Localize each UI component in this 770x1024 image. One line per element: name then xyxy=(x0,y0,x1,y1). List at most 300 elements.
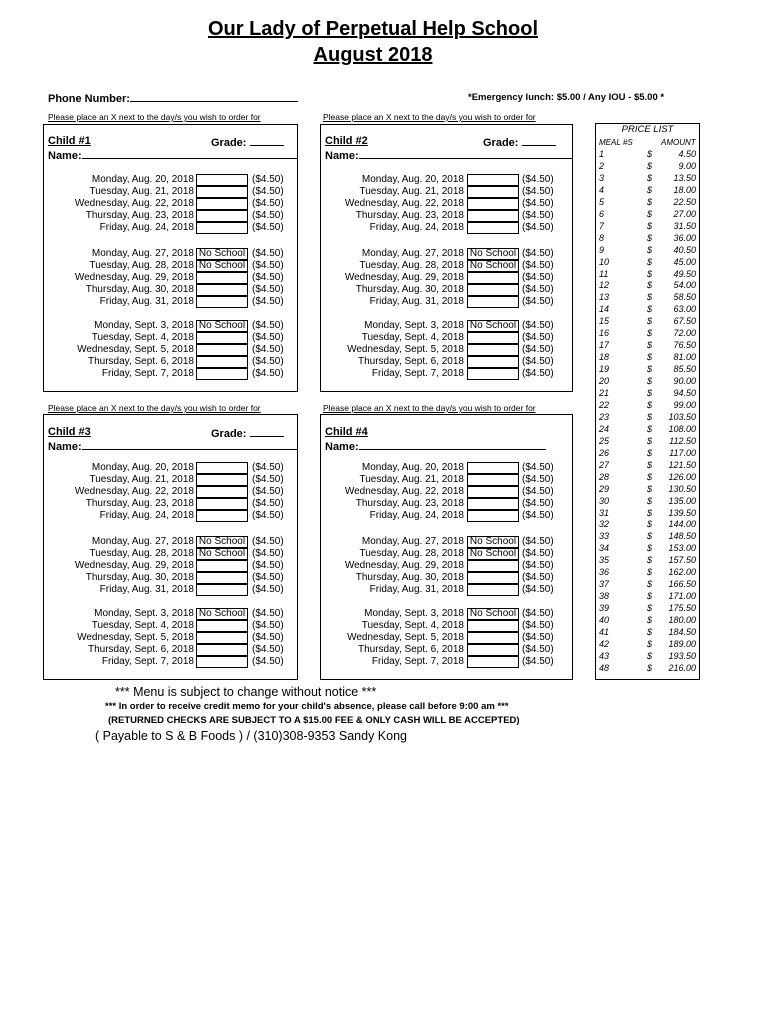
order-checkbox[interactable] xyxy=(196,284,248,296)
order-day-row xyxy=(43,272,292,284)
order-checkbox[interactable] xyxy=(467,296,519,308)
order-day-row xyxy=(320,368,562,380)
day-date: Tuesday, Sept. 4, 2018 xyxy=(91,620,194,631)
currency-symbol: $ xyxy=(647,543,653,554)
order-checkbox[interactable] xyxy=(467,272,519,284)
price-list-row xyxy=(597,566,698,578)
price-list-row xyxy=(597,244,698,256)
order-day-row xyxy=(43,248,292,260)
order-checkbox[interactable]: No School xyxy=(196,248,248,260)
order-checkbox[interactable] xyxy=(196,572,248,584)
price-list-row xyxy=(597,459,698,471)
name-field[interactable] xyxy=(325,439,546,453)
day-date: Monday, Aug. 27, 2018 xyxy=(91,536,194,547)
order-day-row xyxy=(43,656,292,668)
meal-count: 12 xyxy=(599,280,610,291)
meal-count: 30 xyxy=(599,495,610,506)
order-checkbox[interactable] xyxy=(467,356,519,368)
order-day-row xyxy=(43,222,292,234)
grade-line[interactable] xyxy=(522,135,556,146)
order-checkbox[interactable] xyxy=(467,344,519,356)
order-day-row xyxy=(320,656,562,668)
name-line[interactable] xyxy=(82,439,298,450)
price-list-row xyxy=(597,483,698,495)
order-checkbox[interactable] xyxy=(467,620,519,632)
order-checkbox[interactable] xyxy=(467,198,519,210)
price-list-row xyxy=(597,411,698,423)
day-price: ($4.50) xyxy=(522,486,554,497)
meal-count: 31 xyxy=(599,507,610,518)
order-checkbox[interactable] xyxy=(196,368,248,380)
price-list-row xyxy=(597,578,698,590)
meal-amount: 90.00 xyxy=(673,376,696,387)
meal-amount: 126.00 xyxy=(668,471,696,482)
meal-amount: 121.50 xyxy=(668,459,696,470)
name-line[interactable] xyxy=(82,148,298,159)
order-day-row xyxy=(320,356,562,368)
order-day-row xyxy=(43,486,292,498)
day-date: Thursday, Aug. 23, 2018 xyxy=(85,210,194,221)
order-checkbox[interactable] xyxy=(467,486,519,498)
day-date: Monday, Aug. 20, 2018 xyxy=(361,174,464,185)
meal-amount: 63.00 xyxy=(673,304,696,315)
order-checkbox[interactable]: No School xyxy=(467,608,519,620)
price-list-row xyxy=(597,339,698,351)
price-list-row xyxy=(597,303,698,315)
order-checkbox[interactable] xyxy=(467,474,519,486)
day-date: Monday, Sept. 3, 2018 xyxy=(364,608,464,619)
currency-symbol: $ xyxy=(647,423,653,434)
order-day-row xyxy=(43,186,292,198)
order-day-row xyxy=(43,320,292,332)
order-checkbox[interactable] xyxy=(467,210,519,222)
price-list-row xyxy=(597,232,698,244)
currency-symbol: $ xyxy=(647,603,653,614)
currency-symbol: $ xyxy=(647,507,653,518)
order-checkbox[interactable]: No School xyxy=(467,260,519,272)
meal-count: 37 xyxy=(599,579,610,590)
day-price: ($4.50) xyxy=(522,174,554,185)
day-price: ($4.50) xyxy=(522,198,554,209)
name-line[interactable] xyxy=(359,148,573,159)
day-date: Friday, Sept. 7, 2018 xyxy=(101,368,194,379)
currency-symbol: $ xyxy=(647,280,653,291)
order-checkbox[interactable] xyxy=(196,186,248,198)
currency-symbol: $ xyxy=(647,149,653,159)
order-day-row xyxy=(320,174,562,186)
meal-amount: 40.50 xyxy=(673,244,696,255)
currency-symbol: $ xyxy=(647,447,653,458)
order-checkbox[interactable]: No School xyxy=(467,548,519,560)
phone-label: Phone Number: xyxy=(48,93,130,105)
meal-count: 22 xyxy=(599,399,610,410)
order-checkbox[interactable]: No School xyxy=(196,536,248,548)
currency-symbol: $ xyxy=(647,495,653,506)
meal-count: 41 xyxy=(599,627,610,637)
order-checkbox[interactable] xyxy=(467,222,519,234)
day-date: Tuesday, Aug. 28, 2018 xyxy=(359,260,464,271)
order-checkbox[interactable] xyxy=(196,222,248,234)
meal-amount: 184.50 xyxy=(668,627,696,637)
meal-amount: 148.50 xyxy=(668,531,696,542)
order-checkbox[interactable] xyxy=(467,560,519,572)
meal-count: 10 xyxy=(599,256,610,267)
price-list-row xyxy=(597,387,698,399)
order-day-row xyxy=(43,572,292,584)
meal-count: 43 xyxy=(599,650,610,661)
meal-amount: 85.50 xyxy=(673,364,696,375)
currency-symbol: $ xyxy=(647,340,653,351)
price-list-row xyxy=(597,602,698,614)
meal-count: 42 xyxy=(599,638,610,649)
order-checkbox[interactable]: No School xyxy=(467,320,519,332)
day-date: Thursday, Sept. 6, 2018 xyxy=(358,644,464,655)
price-list-row xyxy=(597,184,698,196)
day-price: ($4.50) xyxy=(252,656,284,667)
currency-symbol: $ xyxy=(647,615,653,626)
order-day-row xyxy=(320,474,562,486)
day-date: Tuesday, Aug. 28, 2018 xyxy=(359,548,464,559)
order-checkbox[interactable] xyxy=(196,644,248,656)
order-instruction: Please place an X next to the day/s you wish to order for xyxy=(48,112,261,122)
grade-label: Grade: xyxy=(211,137,247,149)
grade-line[interactable] xyxy=(250,135,284,146)
order-instruction: Please place an X next to the day/s you wish to order for xyxy=(48,403,261,413)
order-checkbox[interactable] xyxy=(196,356,248,368)
meal-amount: 162.00 xyxy=(668,567,696,578)
currency-symbol: $ xyxy=(647,650,653,661)
order-day-row xyxy=(320,186,562,198)
order-checkbox[interactable] xyxy=(196,462,248,474)
order-day-row xyxy=(320,536,562,548)
meal-count: 8 xyxy=(599,232,605,243)
meal-count: 2 xyxy=(599,160,605,171)
order-checkbox[interactable] xyxy=(467,510,519,522)
order-day-row xyxy=(43,368,292,380)
day-price: ($4.50) xyxy=(522,368,554,379)
name-label: Name: xyxy=(48,150,82,162)
grade-field[interactable] xyxy=(211,135,284,149)
meal-amount: 193.50 xyxy=(668,650,696,661)
currency-symbol: $ xyxy=(647,459,653,470)
order-checkbox[interactable] xyxy=(196,210,248,222)
order-checkbox[interactable] xyxy=(196,632,248,644)
child-label: Child #4 xyxy=(325,426,368,438)
order-checkbox[interactable] xyxy=(467,632,519,644)
currency-symbol: $ xyxy=(647,220,653,231)
order-checkbox[interactable]: No School xyxy=(196,548,248,560)
order-checkbox[interactable]: No School xyxy=(467,536,519,548)
order-day-row xyxy=(43,620,292,632)
currency-symbol: $ xyxy=(647,471,653,482)
order-day-row xyxy=(320,248,562,260)
price-list-row xyxy=(597,435,698,447)
day-price: ($4.50) xyxy=(522,510,554,521)
order-checkbox[interactable] xyxy=(467,284,519,296)
order-checkbox[interactable] xyxy=(196,656,248,668)
day-date: Wednesday, Sept. 5, 2018 xyxy=(347,344,464,355)
meal-count: 7 xyxy=(599,220,605,231)
name-field[interactable] xyxy=(325,148,573,162)
order-checkbox[interactable] xyxy=(467,656,519,668)
currency-symbol: $ xyxy=(647,555,653,566)
day-price: ($4.50) xyxy=(252,510,284,521)
meal-amount: 166.50 xyxy=(668,579,696,590)
month-title: August 2018 xyxy=(313,44,433,66)
meal-count: 34 xyxy=(599,543,610,554)
name-field[interactable] xyxy=(48,439,298,453)
order-checkbox[interactable]: No School xyxy=(196,260,248,272)
meal-count: 33 xyxy=(599,531,610,542)
meal-count: 23 xyxy=(599,411,610,422)
day-date: Wednesday, Aug. 29, 2018 xyxy=(74,272,194,283)
day-date: Tuesday, Sept. 4, 2018 xyxy=(361,332,464,343)
order-checkbox[interactable] xyxy=(467,584,519,596)
day-price: ($4.50) xyxy=(522,332,554,343)
meal-amount: 76.50 xyxy=(673,340,696,351)
grade-field[interactable] xyxy=(211,426,284,440)
order-checkbox[interactable] xyxy=(467,186,519,198)
price-list-row xyxy=(597,172,698,184)
order-checkbox[interactable] xyxy=(196,620,248,632)
grade-line[interactable] xyxy=(250,426,284,437)
price-list-row xyxy=(597,626,698,638)
order-day-row xyxy=(43,584,292,596)
price-list-row xyxy=(597,399,698,411)
day-price: ($4.50) xyxy=(522,284,554,295)
order-checkbox[interactable] xyxy=(196,584,248,596)
day-date: Tuesday, Sept. 4, 2018 xyxy=(91,332,194,343)
price-list-row xyxy=(597,530,698,542)
price-list-row xyxy=(597,196,698,208)
price-list-row xyxy=(597,160,698,172)
emergency-lunch-note: *Emergency lunch: $5.00 / Any IOU - $5.00 * xyxy=(468,92,665,103)
child-label: Child #2 xyxy=(325,135,368,147)
grade-label: Grade: xyxy=(211,428,247,440)
day-date: Thursday, Aug. 30, 2018 xyxy=(85,284,194,295)
meal-count: 40 xyxy=(599,615,610,626)
day-date: Thursday, Sept. 6, 2018 xyxy=(88,356,194,367)
meal-amount: 58.50 xyxy=(673,292,696,303)
order-day-row xyxy=(320,632,562,644)
day-date: Thursday, Aug. 23, 2018 xyxy=(85,498,194,509)
order-checkbox[interactable] xyxy=(467,332,519,344)
day-date: Tuesday, Aug. 21, 2018 xyxy=(89,186,194,197)
order-day-row xyxy=(320,572,562,584)
day-price: ($4.50) xyxy=(522,462,554,473)
day-date: Thursday, Aug. 23, 2018 xyxy=(355,210,464,221)
day-price: ($4.50) xyxy=(522,536,554,547)
meal-count: 3 xyxy=(599,172,605,183)
order-checkbox[interactable] xyxy=(196,272,248,284)
order-day-row xyxy=(43,332,292,344)
currency-symbol: $ xyxy=(647,304,653,315)
meal-count: 13 xyxy=(599,292,610,303)
day-price: ($4.50) xyxy=(522,260,554,271)
day-date: Monday, Sept. 3, 2018 xyxy=(94,608,194,619)
currency-symbol: $ xyxy=(647,579,653,590)
day-date: Friday, Sept. 7, 2018 xyxy=(371,368,464,379)
currency-symbol: $ xyxy=(647,256,653,267)
price-list-row xyxy=(597,518,698,530)
day-price: ($4.50) xyxy=(252,332,284,343)
order-day-row xyxy=(43,548,292,560)
order-day-row xyxy=(320,344,562,356)
price-list-row xyxy=(597,423,698,435)
day-date: Tuesday, Aug. 28, 2018 xyxy=(89,260,194,271)
phone-line[interactable] xyxy=(130,91,298,102)
order-day-row xyxy=(320,222,562,234)
child-label: Child #3 xyxy=(48,426,91,438)
meal-count: 1 xyxy=(599,149,605,159)
day-date: Wednesday, Sept. 5, 2018 xyxy=(77,344,194,355)
order-checkbox[interactable]: No School xyxy=(196,320,248,332)
price-list-row xyxy=(597,375,698,387)
day-price: ($4.50) xyxy=(252,222,284,233)
meal-count: 39 xyxy=(599,603,610,614)
currency-symbol: $ xyxy=(647,232,653,243)
day-price: ($4.50) xyxy=(522,572,554,583)
meal-amount: 81.00 xyxy=(673,352,696,363)
meal-count: 15 xyxy=(599,316,610,327)
currency-symbol: $ xyxy=(647,627,653,637)
meal-count: 21 xyxy=(599,388,610,398)
day-date: Wednesday, Aug. 22, 2018 xyxy=(74,486,194,497)
phone-number-field[interactable] xyxy=(48,91,298,105)
day-price: ($4.50) xyxy=(252,462,284,473)
meal-amount: 117.00 xyxy=(669,447,696,458)
price-list-row xyxy=(597,279,698,291)
order-checkbox[interactable] xyxy=(196,174,248,186)
price-list-row xyxy=(597,507,698,519)
day-price: ($4.50) xyxy=(522,656,554,667)
menu-notice: *** Menu is subject to change without notice *** xyxy=(115,685,377,699)
day-price: ($4.50) xyxy=(522,296,554,307)
order-checkbox[interactable] xyxy=(196,498,248,510)
meal-amount: 157.50 xyxy=(668,555,696,566)
day-price: ($4.50) xyxy=(522,560,554,571)
day-price: ($4.50) xyxy=(522,272,554,283)
day-price: ($4.50) xyxy=(252,572,284,583)
meal-amount: 49.50 xyxy=(673,268,696,279)
price-list-row xyxy=(597,148,698,160)
currency-symbol: $ xyxy=(647,531,653,542)
order-checkbox[interactable] xyxy=(467,644,519,656)
day-price: ($4.50) xyxy=(252,284,284,295)
name-label: Name: xyxy=(48,441,82,453)
order-checkbox[interactable] xyxy=(467,462,519,474)
day-price: ($4.50) xyxy=(522,474,554,485)
price-list-title: PRICE LIST xyxy=(621,124,674,135)
credit-memo-notice: *** In order to receive credit memo for your child's absence, please call before 9:00 am *** xyxy=(105,701,509,712)
order-checkbox[interactable] xyxy=(196,510,248,522)
day-date: Monday, Sept. 3, 2018 xyxy=(364,320,464,331)
day-date: Wednesday, Aug. 22, 2018 xyxy=(74,198,194,209)
order-checkbox[interactable] xyxy=(196,474,248,486)
meal-amount: 130.50 xyxy=(668,483,696,494)
order-day-row xyxy=(320,210,562,222)
order-checkbox[interactable] xyxy=(467,572,519,584)
meal-amount: 139.50 xyxy=(668,507,696,518)
order-checkbox[interactable] xyxy=(196,486,248,498)
order-day-row xyxy=(320,548,562,560)
day-price: ($4.50) xyxy=(522,222,554,233)
order-day-row xyxy=(320,644,562,656)
day-price: ($4.50) xyxy=(252,536,284,547)
price-list-row xyxy=(597,208,698,220)
meal-count: 32 xyxy=(599,519,610,530)
order-checkbox[interactable] xyxy=(467,498,519,510)
order-day-row xyxy=(320,560,562,572)
currency-symbol: $ xyxy=(647,388,653,398)
order-instruction: Please place an X next to the day/s you wish to order for xyxy=(323,403,536,413)
day-price: ($4.50) xyxy=(252,548,284,559)
day-date: Friday, Aug. 24, 2018 xyxy=(369,510,464,521)
day-price: ($4.50) xyxy=(252,248,284,259)
order-checkbox[interactable]: No School xyxy=(196,608,248,620)
day-price: ($4.50) xyxy=(252,474,284,485)
order-day-row xyxy=(43,632,292,644)
name-label: Name: xyxy=(325,441,359,453)
currency-symbol: $ xyxy=(647,567,653,578)
order-day-row xyxy=(320,584,562,596)
order-day-row xyxy=(320,486,562,498)
order-checkbox[interactable] xyxy=(196,198,248,210)
order-day-row xyxy=(320,320,562,332)
name-field[interactable] xyxy=(48,148,298,162)
meal-amount: 36.00 xyxy=(673,232,696,243)
order-day-row xyxy=(43,174,292,186)
meal-count: 29 xyxy=(599,483,610,494)
order-checkbox[interactable] xyxy=(467,368,519,380)
price-list-row xyxy=(597,471,698,483)
order-day-row xyxy=(43,474,292,486)
price-list-row xyxy=(597,447,698,459)
meal-count: 11 xyxy=(599,268,609,279)
day-price: ($4.50) xyxy=(252,272,284,283)
meal-count: 24 xyxy=(599,423,610,434)
order-checkbox[interactable] xyxy=(196,560,248,572)
name-line[interactable] xyxy=(359,439,546,450)
order-checkbox[interactable] xyxy=(196,344,248,356)
day-date: Wednesday, Aug. 29, 2018 xyxy=(344,560,464,571)
price-list-row xyxy=(597,256,698,268)
day-price: ($4.50) xyxy=(522,186,554,197)
price-list-row xyxy=(597,650,698,662)
meal-amount: 153.00 xyxy=(668,543,696,554)
price-list-row xyxy=(597,495,698,507)
currency-symbol: $ xyxy=(647,328,653,339)
day-price: ($4.50) xyxy=(252,584,284,595)
order-day-row xyxy=(320,498,562,510)
order-checkbox[interactable]: No School xyxy=(467,248,519,260)
meal-count: 6 xyxy=(599,208,605,219)
currency-symbol: $ xyxy=(647,519,653,530)
day-date: Tuesday, Aug. 28, 2018 xyxy=(89,548,194,559)
order-checkbox[interactable] xyxy=(467,174,519,186)
meal-count: 16 xyxy=(599,328,610,339)
meal-amount: 180.00 xyxy=(668,615,696,626)
grade-field[interactable] xyxy=(483,135,556,149)
order-checkbox[interactable] xyxy=(196,296,248,308)
meal-count: 27 xyxy=(599,459,610,470)
currency-symbol: $ xyxy=(647,483,653,494)
order-checkbox[interactable] xyxy=(196,332,248,344)
day-price: ($4.50) xyxy=(252,320,284,331)
currency-symbol: $ xyxy=(647,196,653,207)
currency-symbol: $ xyxy=(647,172,653,183)
day-price: ($4.50) xyxy=(252,260,284,271)
